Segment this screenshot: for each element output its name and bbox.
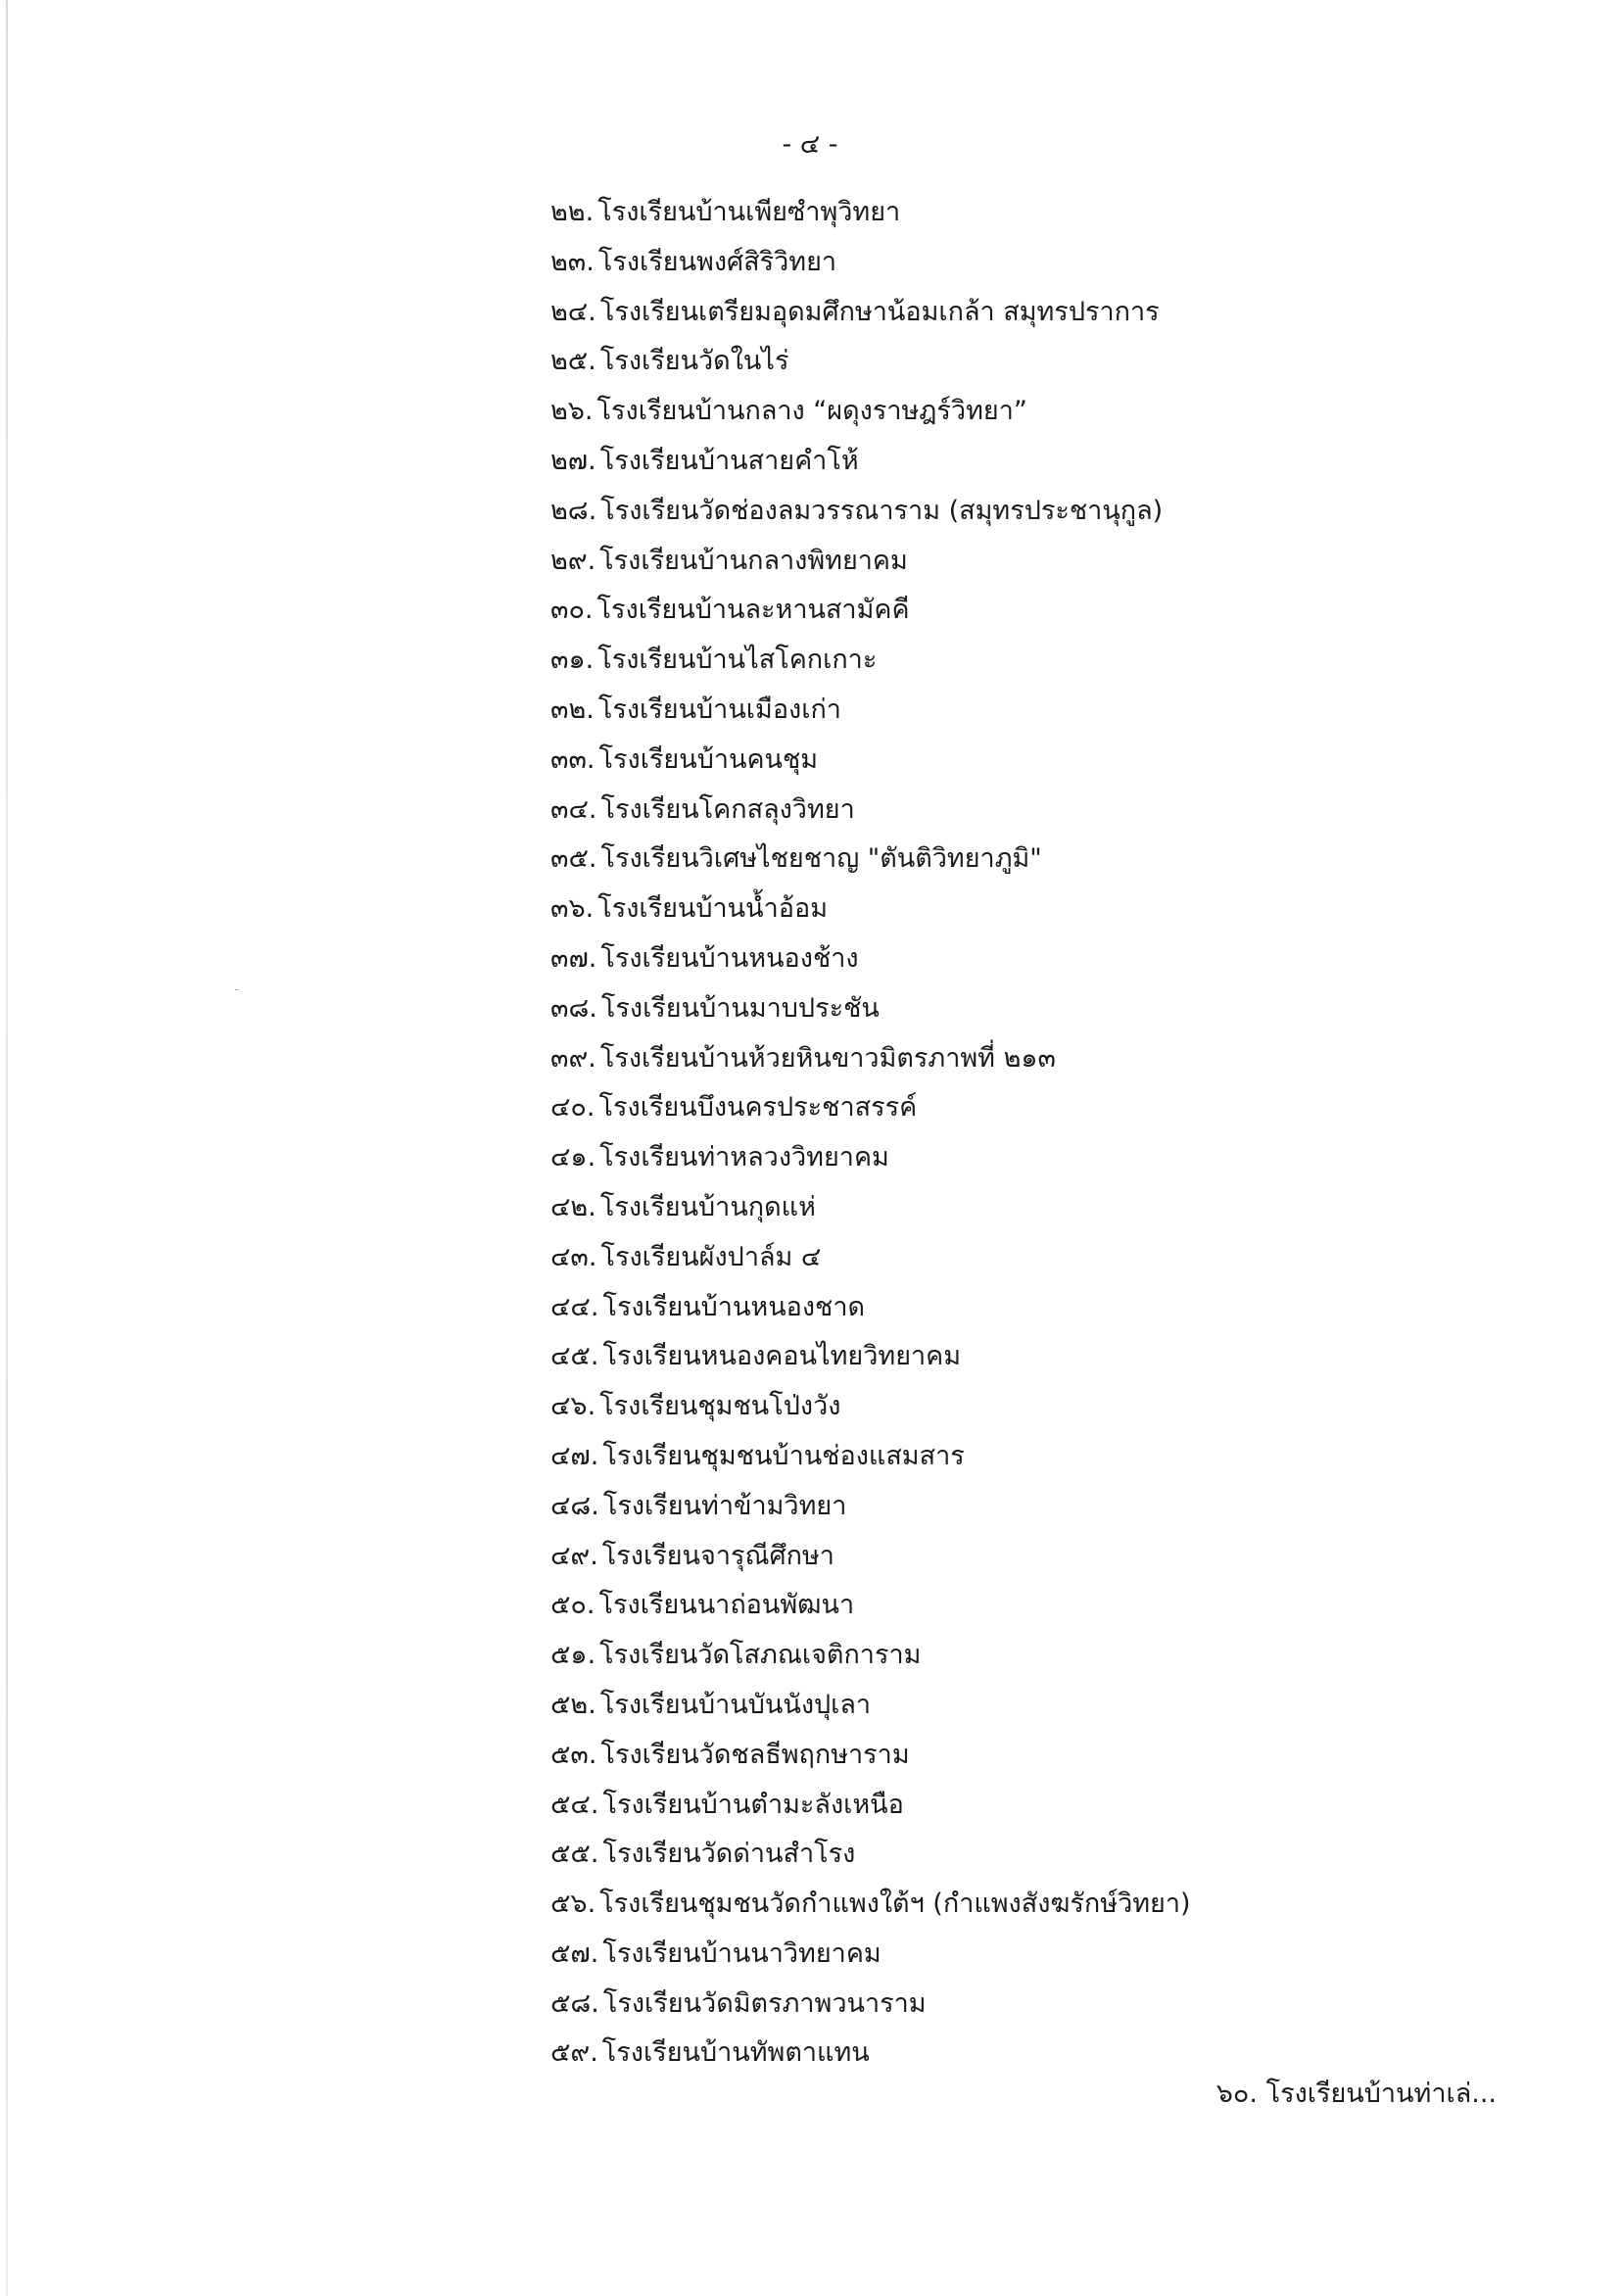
item-number: ๓๙.	[550, 1042, 596, 1074]
scan-edge	[6, 0, 8, 2296]
list-item	[550, 2029, 1191, 2079]
list-item	[550, 1233, 1191, 1283]
item-number: ๕๔.	[550, 1789, 599, 1820]
item-number: ๒๓.	[550, 246, 595, 277]
list-item	[550, 1482, 1191, 1532]
list-item	[550, 1034, 1191, 1084]
list-item	[550, 1930, 1191, 1980]
list-item	[550, 1980, 1191, 2030]
item-text: โรงเรียนวัดช่องลมวรรณาราม (สมุทรประชานุกูล)	[600, 495, 1164, 526]
item-number: ๕๐.	[550, 1590, 596, 1621]
item-text: โรงเรียนบ้านหนองชาด	[602, 1291, 866, 1322]
list-item	[550, 1731, 1191, 1781]
list-item	[550, 1880, 1191, 1930]
list-item	[550, 885, 1191, 934]
list-item	[550, 1283, 1191, 1333]
item-text: โรงเรียนบ้านสายคำโห้	[599, 445, 859, 476]
item-text: โรงเรียนบ้านนาวิทยาคม	[602, 1937, 881, 1969]
item-number: ๕๓.	[550, 1739, 597, 1770]
item-number: ๔๓.	[550, 1241, 597, 1272]
item-number: ๕๑.	[550, 1640, 596, 1671]
item-text: โรงเรียนบ้านคนชุม	[598, 743, 819, 775]
list-item	[550, 238, 1191, 288]
item-number: ๔๖.	[550, 1391, 596, 1422]
list-item	[550, 1830, 1191, 1880]
item-number: ๕๖.	[550, 1889, 596, 1920]
item-number: ๕๕.	[550, 1839, 599, 1870]
item-number: ๕๒.	[550, 1689, 596, 1720]
item-text: โรงเรียนวัดด่านสำโรง	[602, 1839, 856, 1870]
item-text: โรงเรียนจารุณีศึกษา	[601, 1540, 834, 1571]
item-number: ๓๓.	[550, 743, 596, 775]
list-item	[550, 337, 1191, 387]
page-number: - ๔ -	[782, 129, 838, 160]
list-item	[550, 636, 1191, 686]
list-item	[550, 1083, 1191, 1133]
list-item	[550, 1432, 1191, 1482]
item-text: โรงเรียนวัดชลธีพฤกษาราม	[600, 1739, 910, 1770]
item-number: ๕๘.	[550, 1987, 599, 2019]
item-number: ๒๗.	[550, 445, 596, 476]
item-number: ๒๘.	[550, 495, 597, 526]
list-item	[550, 934, 1191, 984]
item-text: โรงเรียนบ้านกลาง “ผดุงราษฎร์วิทยา”	[596, 396, 1027, 427]
list-item	[550, 984, 1191, 1034]
item-text: โรงเรียนบ้านกลางพิทยาคม	[599, 545, 908, 576]
item-number: ๔๙.	[550, 1540, 598, 1571]
item-number: ๓๑.	[550, 645, 595, 676]
list-item	[550, 537, 1191, 587]
item-text: โรงเรียนบ้านหนองช้าง	[600, 942, 859, 974]
item-text: โรงเรียนชุมชนวัดกำแพงใต้ฯ (กำแพงสังฆรักษ์วิทยา)	[599, 1889, 1191, 1920]
item-number: ๓๖.	[550, 893, 595, 925]
list-item	[550, 288, 1191, 338]
item-number: ๓๐.	[550, 595, 594, 626]
list-item	[550, 1183, 1191, 1233]
item-number: ๓๘.	[550, 992, 597, 1024]
item-number: ๒๙.	[550, 545, 596, 576]
school-list	[550, 188, 1191, 2079]
item-text: โรงเรียนวัดในไร่	[599, 346, 789, 377]
item-text: โรงเรียนพงศ์สิริวิทยา	[597, 246, 837, 277]
item-text: โรงเรียนผังปาล์ม ๔	[600, 1241, 822, 1272]
item-number: ๒๕.	[550, 346, 596, 377]
item-text: โรงเรียนบ้านบันนังปุเลา	[599, 1689, 872, 1720]
item-number: ๔๘.	[550, 1490, 599, 1521]
item-number: ๔๑.	[550, 1142, 596, 1173]
item-number: ๓๗.	[550, 942, 597, 974]
list-item	[550, 1382, 1191, 1432]
item-text: โรงเรียนนาถ่อนพัฒนา	[598, 1590, 855, 1621]
item-number: ๓๔.	[550, 793, 597, 825]
list-item	[550, 387, 1191, 437]
list-item	[550, 437, 1191, 487]
continuation-text: ๖๐. โรงเรียนบ้านท่าเล่...	[1215, 2079, 1497, 2109]
item-text: โรงเรียนบ้านไสโคกเกาะ	[597, 645, 878, 676]
item-text: โรงเรียนบ้านกุดแห่	[599, 1191, 816, 1222]
item-number: ๔๔.	[550, 1291, 599, 1322]
item-text: โรงเรียนบ้านละหานสามัคคี	[596, 595, 910, 626]
item-text: โรงเรียนบึงนครประชาสรรค์	[598, 1092, 918, 1124]
item-text: โรงเรียนบ้านทัพตาแทน	[601, 2037, 870, 2069]
item-number: ๕๗.	[550, 1937, 599, 1969]
item-text: โรงเรียนเตรียมอุดมศึกษาน้อมเกล้า สมุทรปราการ	[599, 296, 1160, 327]
item-number: ๒๔.	[550, 296, 596, 327]
item-text: โรงเรียนท่าหลวงวิทยาคม	[599, 1142, 889, 1173]
item-number: ๔๗.	[550, 1440, 599, 1471]
list-item	[550, 487, 1191, 537]
list-item	[550, 1133, 1191, 1183]
item-number: ๒๖.	[550, 396, 594, 427]
item-text: โรงเรียนวัดมิตรภาพวนาราม	[602, 1987, 927, 2019]
item-text: โรงเรียนบ้านเพียซำพุวิทยา	[597, 197, 901, 227]
list-item	[550, 686, 1191, 736]
item-text: โรงเรียนชุมชนโป่งวัง	[599, 1391, 841, 1422]
item-text: โรงเรียนท่าข้ามวิทยา	[602, 1490, 847, 1521]
item-text: โรงเรียนบ้านมาบประชัน	[600, 992, 880, 1024]
list-item	[550, 835, 1191, 885]
item-number: ๓๕.	[550, 843, 597, 875]
list-item	[550, 1631, 1191, 1681]
list-item	[550, 188, 1191, 238]
list-item	[550, 786, 1191, 836]
list-item	[550, 586, 1191, 636]
item-text: โรงเรียนชุมชนบ้านช่องแสมสาร	[602, 1440, 965, 1471]
item-number: ๔๕.	[550, 1341, 599, 1372]
item-text: โรงเรียนบ้านน้ำอ้อม	[597, 893, 828, 925]
item-text: โรงเรียนบ้านตำมะลังเหนือ	[602, 1789, 904, 1820]
list-item	[550, 1781, 1191, 1831]
item-number: ๕๙.	[550, 2037, 598, 2069]
item-text: โรงเรียนบ้านห้วยหินขาวมิตรภาพที่ ๒๑๓	[599, 1042, 1056, 1074]
item-text: โรงเรียนวัดโสภณเจติการาม	[599, 1640, 922, 1671]
list-item	[550, 1332, 1191, 1382]
item-text: โรงเรียนวิเศษไชยชาญ "ตันติวิทยาภูมิ"	[600, 843, 1042, 875]
item-text: โรงเรียนโคกสลุงวิทยา	[600, 793, 855, 825]
list-item	[550, 1532, 1191, 1582]
list-item	[550, 736, 1191, 786]
item-text: โรงเรียนบ้านเมืองเก่า	[597, 694, 841, 725]
item-number: ๔๒.	[550, 1191, 596, 1222]
list-item	[550, 1681, 1191, 1731]
item-number: ๒๒.	[550, 197, 595, 227]
list-item	[550, 1581, 1191, 1631]
item-number: ๓๒.	[550, 694, 595, 725]
item-number: ๔๐.	[550, 1092, 596, 1124]
scan-speck	[235, 989, 238, 990]
item-text: โรงเรียนหนองคอนไทยวิทยาคม	[602, 1341, 962, 1372]
